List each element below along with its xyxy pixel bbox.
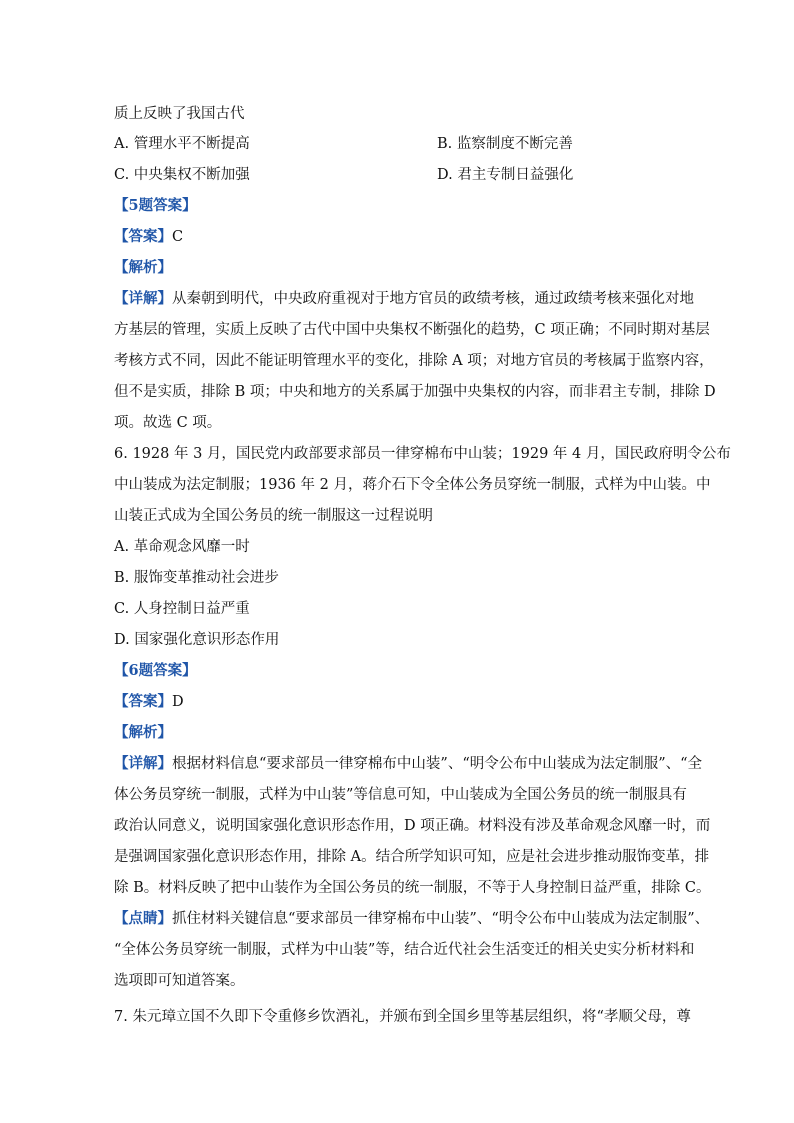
q5-detail-line-2: 方基层的管理，实质上反映了古代中国中央集权不断强化的趋势，C 项正确；不同时期对基层 [114,322,710,338]
q6-tip-line-2: “全体公务员穿统一制服，式样为中山装”等，结合近代社会生活变迁的相关史实分析材料和 [114,942,695,958]
q6-answer [114,692,684,712]
q5-stem-tail: 质上反映了我国古代 [114,106,245,122]
q5-detail-line-1 [114,289,694,309]
q5-answer-label: 【答案】 [114,228,172,245]
q6-tip-line-1 [114,909,710,929]
q6-answer-header-label: 【6题答案】 [114,662,197,679]
q5-detail-label: 【详解】 [114,290,172,307]
q6-stem-line-3: 山装正式成为全国公务员的统一制服这一过程说明 [114,508,433,524]
q6-tip-label: 【点睛】 [114,910,172,927]
q5-answer-header-label: 【5题答案】 [114,197,197,214]
q5-detail-line-4: 但不是实质，排除 B 项；中央和地方的关系属于加强中央集权的内容，而非君主专制，排除 D [114,384,716,400]
q6-answer-label: 【答案】 [114,693,172,710]
q6-detail-label: 【详解】 [114,755,172,772]
q5-option-c: C. 中央集权不断加强 [114,167,250,183]
q5-option-a: A. 管理水平不断提高 [114,136,250,152]
q6-analysis-label: 【解析】 [114,724,172,741]
q6-detail-line-2: 体公务员穿统一制服，式样为中山装”等信息可知，中山装成为全国公务员的统一制服具有 [114,787,687,803]
q5-option-d: D. 君主专制日益强化 [437,167,574,183]
q5-answer-header [114,196,684,216]
q5-detail-text-1: 从秦朝到明代，中央政府重视对于地方官员的政绩考核，通过政绩考核来强化对地 [172,291,694,307]
q6-answer-value: D [172,694,184,710]
q6-answer-header [114,661,684,681]
q6-tip-line-3: 选项即可知道答案。 [114,973,245,989]
q5-detail-line-5: 项。故选 C 项。 [114,415,222,431]
q6-option-c: C. 人身控制日益严重 [114,601,250,617]
q6-tip-text-1: 抓住材料关键信息“要求部员一律穿棉布中山装”、“明令公布中山装成为法定制服”、 [172,911,710,927]
q5-answer [114,227,684,247]
q5-answer-value: C [172,229,184,245]
q6-detail-text-1: 根据材料信息“要求部员一律穿棉布中山装”、“明令公布中山装成为法定制服”、“全 [172,756,703,772]
q6-stem-line-1: 6. 1928 年 3 月，国民党内政部要求部员一律穿棉布中山装；1929 年 4 月，国民政府明令公布 [114,446,731,462]
q5-option-b: B. 监察制度不断完善 [437,136,573,152]
q6-option-d: D. 国家强化意识形态作用 [114,632,280,648]
q6-detail-line-3: 政治认同意义，说明国家强化意识形态作用，D 项正确。材料没有涉及革命观念风靡一时，而 [114,818,711,834]
q6-analysis [114,723,684,743]
q7-stem-line-1: 7. 朱元璋立国不久即下令重修乡饮酒礼，并颁布到全国乡里等基层组织，将“孝顺父母，尊 [114,1009,691,1025]
q6-stem-line-2: 中山装成为法定制服；1936 年 2 月，蒋介石下令全体公务员穿统一制服，式样为中山装。中 [114,477,711,493]
q6-detail-line-1 [114,754,703,774]
q5-analysis-label: 【解析】 [114,259,172,276]
q6-detail-line-4: 是强调国家强化意识形态作用，排除 A。结合所学知识可知，应是社会进步推动服饰变革，排 [114,849,710,865]
q6-option-a: A. 革命观念风靡一时 [114,539,250,555]
q6-option-b: B. 服饰变革推动社会进步 [114,570,279,586]
q5-detail-line-3: 考核方式不同，因此不能证明管理水平的变化，排除 A 项；对地方官员的考核属于监察内容， [114,353,714,369]
q6-detail-line-5: 除 B。材料反映了把中山装作为全国公务员的统一制服，不等于人身控制日益严重，排除 C。 [114,880,711,896]
q5-analysis [114,258,684,278]
